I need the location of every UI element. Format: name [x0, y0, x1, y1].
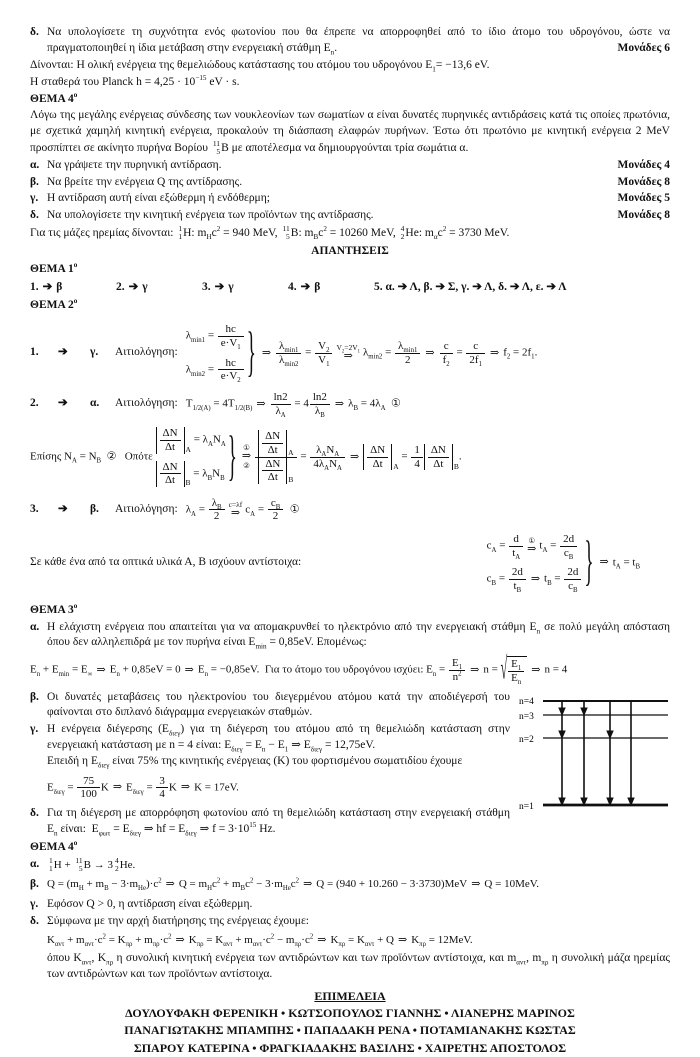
arrow-icon: ➔ — [58, 503, 68, 515]
answer-5 — [374, 280, 670, 296]
thema2-answer-2-continued — [30, 427, 670, 487]
thema2-answer-1 — [30, 323, 670, 383]
points-label: Μονάδες 8 — [617, 175, 670, 188]
answer-1 — [30, 280, 116, 296]
answer-4 — [288, 280, 374, 296]
answer-2 — [116, 280, 202, 296]
credits-title: ΕΠΙΜΕΛΕΙΑ — [314, 988, 386, 1003]
answer-number: 2. — [116, 280, 125, 293]
formula-t4a: 1 1 H + 11 5 B → 3 4 2 He. — [49, 855, 136, 873]
thema1-title: ΘΕΜΑ $1^o$ — [30, 260, 78, 275]
thema4-answer-title: ΘΕΜΑ $4^o$ — [30, 838, 78, 853]
level-label-n3: n=3 — [519, 711, 534, 722]
arrow-icon: ➔ — [58, 346, 68, 359]
item-text: Η ενέργεια διέγερσης $(E_{\delta\iota\varepsilon\gamma})$ για τη διέγερση του ατόμου από τη θεμελιώδη κατάσταση στην ενεργειακή κατάσταση με n = 4 είναι: $E_{\delta\iota\varepsilon\gamma} = E_n - E_1$ ⇒ $E_{\delta\iota\varepsilon\gamma} = 12,75eV$. — [47, 723, 510, 754]
answer-number: 1. — [30, 346, 39, 359]
answer-number: 1. — [30, 280, 39, 293]
question-item-b — [30, 175, 670, 191]
thema3-item-a — [30, 620, 670, 652]
question-item-d — [30, 25, 670, 57]
formula-t3c: $E_{\delta\iota\varepsilon\gamma}$ = $\frac{75}{100}$ K ⇒ $E_{\delta\iota\varepsilon\gamma}$ = $\frac{3}{4}$ K ⇒ K = 17eV. — [47, 774, 239, 801]
transition-arrows-col2 — [581, 701, 587, 805]
transition-arrows-col3 — [607, 701, 613, 805]
question-item-c — [30, 191, 670, 207]
arrow-icon: ➔ — [128, 280, 139, 293]
answer-number: 3. — [30, 503, 39, 515]
thema4-question-title: ΘΕΜΑ $4^o$ — [30, 91, 78, 106]
item-text: Επειδή η $E_{\delta\iota\varepsilon\gamma}$ είναι 75% της κινητικής ενέργειας (K) του φορτισμένου σωματιδίου έχουμε — [47, 754, 463, 770]
thema2-title: ΘΕΜΑ $2^o$ — [30, 296, 78, 311]
credits-line-2: ΠΑΝΑΓΙΩΤΑΚΗΣ ΜΠΑΜΠΗΣ • ΠΑΠΑΔΑΚΗ ΡΕΝΑ • ΠΟΤΑΜΙΑΝΑΚΗΣ ΚΩΣΤΑΣ — [124, 1023, 576, 1038]
answer-3 — [202, 280, 288, 296]
thema4-item-d — [30, 914, 670, 930]
formula-q2-line2: Επίσης $N_A = N_B$ ② Οπότε ΔN Δt A = $\lambda_AN_A$ ΔN Δt B = $\lambda_BN_B$ } ① ⇒ ② ΔN Δt A ΔN Δt B = $\lambda_AN_A$ $4\lambda_AN_A$ ⇒ ΔN Δt A = $\frac{1}{4}$ ΔN Δt B . — [30, 426, 462, 488]
item-label: γ. — [30, 898, 39, 911]
level-label-n2: n=2 — [519, 734, 534, 745]
item-text: Να υπολογίσετε τη συχνότητα ενός φωτονίου που θα έπρεπε να απορροφηθεί από το ίδιο άτομο του υδρογόνου, ώστε να πραγματοποιηθεί η ίδια μετάβαση στην ενεργειακή στάθμη $E_n$. — [47, 26, 670, 57]
answer-number: 2. — [30, 397, 39, 410]
question-item-d2 — [30, 208, 670, 224]
points-label: Μονάδες 5 — [617, 192, 670, 205]
item-text: Σύμφωνα με την αρχή διατήρησης της ενέργειας έχουμε: — [47, 914, 310, 927]
energy-level-diagram — [518, 691, 670, 821]
item-text: Η ελάχιστη ενέργεια που απαιτείται για να απομακρυνθεί το ηλεκτρόνιο από την ενεργειακή στάθμη $E_n$ σε πολύ μεγάλη απόσταση όπου δεν αλληλεπιδρά με τον πυρήνα είναι $E_{min} = 0,85eV$. Επομένως: — [47, 620, 670, 651]
answer-matching: α. ➔ Λ, β. ➔ Σ, γ. ➔ Λ, δ. ➔ Λ, ε. ➔ Λ — [385, 280, 567, 293]
item-text: Για τη διέγερση με απορρόφηση φωτονίου από τη θεμελιώδη κατάσταση στην ενεργειακή στάθμη $E_n$ είναι: $E_{\varphi\omega\tau} = E_{\delta\iota\varepsilon\gamma}$ ⇒ hf = $E_{\delta\iota\varepsilon\gamma}$ ⇒ $f = 3\cdot 10^{15}$ Hz. — [47, 807, 510, 838]
arrow-icon: ➔ — [58, 397, 68, 410]
answer-number: 4. — [288, 280, 297, 293]
points-label: Μονάδες 4 — [617, 158, 670, 171]
thema2-answer-3-continued — [30, 533, 670, 593]
item-label: γ. — [30, 192, 39, 205]
answer-letter: β. — [90, 503, 99, 515]
arrow-icon: ➔ — [214, 280, 225, 293]
item-text: Να γράψετε την πυρηνική αντίδραση. — [47, 158, 222, 171]
credits-line-3: ΣΠΑΡΟΥ ΚΑΤΕΡΙΝΑ • ΦΡΑΓΚΙΑΔΑΚΗΣ ΒΑΣΙΛΗΣ • ΧΑΙΡΕΤΗΣ ΑΠΟΣΤΟΛΟΣ — [133, 1040, 567, 1055]
explanation-label: Αιτιολόγηση: — [115, 346, 178, 359]
credits-line-1: ΔΟΥΛΟΥΦΑΚΗ ΦΕΡΕΝΙΚΗ • ΚΩΤΣΟΠΟΥΛΟΣ ΓΙΑΝΝΗΣ • ΛΙΑΝΕΡΗΣ ΜΑΡΙΝΟΣ — [125, 1006, 575, 1021]
item-text: Εφόσον Q > 0, η αντίδραση είναι εξώθερμη. — [47, 898, 253, 911]
formula-q1: $\lambda_{min1}$ = $\frac{hc}{e\cdot V_1}$ $\lambda_{min2}$ = $\frac{hc}{e\cdot V_2}$ } ⇒ $\lambda_{min1}$ $\lambda_{min2}$ = $\frac{V_2}{V_1}$ $V_2=2V_1$ ⇒ $\lambda_{min2}$ = $\lambda_{min1}$ 2 ⇒ $\frac{c}{f_2}$ = $\frac{c}{2f_1}$ ⇒ $f_2 = 2f_1$. — [185, 322, 538, 385]
answer-letter: γ — [142, 280, 148, 293]
item-label: α. — [30, 620, 40, 633]
thema3-item-c — [30, 722, 510, 805]
formula-q3-line2: $c_A$ = $\frac{d}{t_A}$ ① ⇒ $t_A$ = $\frac{2d}{c_B}$ $c_B$ = $\frac{2d}{t_B}$ ⇒ $t_B$ = $\frac{2d}{c_B}$ } ⇒ $t_A = t_B$ — [486, 532, 640, 595]
thema4-item-b — [30, 877, 670, 893]
thema3-item-d — [30, 806, 510, 838]
thema2-answer-3 — [30, 497, 670, 523]
formula-t4b: $Q = (m_H + m_B - 3\cdot m_{He})\cdot c^2$ ⇒ $Q = m_Hc^2 + m_Bc^2 - 3\cdot m_{He}c^2$ ⇒ Q = (940 + 10.260 − 3·3730)MeV ⇒ Q = 10MeV. — [47, 877, 540, 893]
given-line: Δίνονται: Η ολική ενέργεια της θεμελιώδους κατάστασης του ατόμου του υδρογόνου $E_1= -13,6$ eV. — [30, 58, 490, 74]
transition-arrows-col4 — [628, 701, 634, 805]
explanation-label: Αιτιολόγηση: — [115, 503, 178, 515]
thema2-answer-2 — [30, 391, 670, 417]
item-text: Να βρείτε την ενέργεια Q της αντίδρασης. — [47, 175, 243, 188]
planck-line: Η σταθερά του Planck $h = 4,25 \cdot 10^{-15}$ eV · s. — [30, 73, 240, 88]
answer-letter: α. — [90, 397, 100, 410]
item-label: δ. — [30, 209, 39, 222]
answer-letter: β — [56, 280, 63, 293]
answer-number: 5. — [374, 280, 383, 293]
thema3-title: ΘΕΜΑ $3^o$ — [30, 601, 78, 616]
lead-text: Σε κάθε ένα από τα οπτικά υλικά Α, Β ισχύουν αντίστοιχα: — [30, 555, 302, 568]
answers-title: ΑΠΑΝΤΗΣΕΙΣ — [311, 244, 389, 257]
formula-q2-line1: $T_{1/2(A)} = 4T_{1/2(B)}$ ⇒ $\frac{\ln 2}{\lambda_A}$ = 4 $\frac{\ln 2}{\lambda_B}$ ⇒ $\lambda_B = 4\lambda_A$ ① — [185, 390, 401, 419]
answer-number: 3. — [202, 280, 211, 293]
level-label-n4: n=4 — [519, 696, 534, 707]
answer-letter: γ. — [90, 346, 99, 359]
item-text: Οι δυνατές μεταβάσεις του ηλεκτρονίου του διεγερμένου ατόμου κατά την αποδιέγερσή του φαίνονται στο διπλανό διάγραμμα ενεργειακών σταθμών. — [47, 690, 510, 719]
item-label: δ. — [30, 26, 39, 38]
masses-line: Για τις μάζες ηρεμίας δίνονται: 1 1 H: $m_Hc^2 = 940$ MeV, 11 5 B: $m_Bc^2 = 10260$ MeV, 4 2 He: $m_\alpha c^2 = 3730$ MeV. — [30, 224, 510, 242]
item-label: β. — [30, 175, 39, 188]
explanation-label: Αιτιολόγηση: — [115, 397, 178, 410]
item-label: α. — [30, 158, 40, 171]
item-label: β. — [30, 690, 39, 703]
item-text: Η αντίδραση αυτή είναι εξώθερμη ή ενδόθερμη; — [47, 192, 270, 205]
transition-arrows-col1 — [559, 701, 565, 805]
points-label: Μονάδες 8 — [617, 209, 670, 222]
formula-t3a: $E_n + E_{min} = E_\infty$ ⇒ $E_n + 0,85eV = 0$ ⇒ $E_n = -0,85eV$. Για το άτομο του υδρογόνου ισχύει: $E_n$ = $\frac{E_1}{n^2}$ ⇒ n = √ $\frac{E_1}{E_n}$ ⇒ n = 4 — [30, 650, 568, 687]
thema4-d-note: όπου $K_{\alpha\nu\tau}$, $K_{\pi\rho}$ η συνολική κινητική ενέργεια των αντιδρώντων και των προϊόντων αντίστοιχα, και $m_{\alpha\nu\tau}$, $m_{\pi\rho}$ η συνολική μάζα ηρεμίας των αντιδρώντων και των προϊόντων αντίστοιχα. — [47, 951, 670, 980]
thema4-item-a — [30, 857, 670, 874]
item-label: δ. — [30, 807, 39, 820]
item-label: β. — [30, 878, 39, 891]
answer-letter: γ — [228, 280, 234, 293]
arrow-icon: ➔ — [300, 280, 311, 293]
credits-footer — [30, 988, 670, 1057]
thema3-body-with-diagram — [30, 689, 670, 838]
item-label: γ. — [30, 723, 39, 736]
level-label-n1: n=1 — [519, 801, 534, 812]
item-label: δ. — [30, 914, 39, 927]
formula-t4d: $K_{\alpha\nu\tau} + m_{\alpha\nu\tau}\cdot c^2 = K_{\pi\rho} + m_{\pi\rho}\cdot c^2$ ⇒ $K_{\pi\rho} = K_{\alpha\nu\tau} + m_{\alpha\nu\tau}\cdot c^2 - m_{\pi\rho}\cdot c^2$ ⇒ $K_{\pi\rho} = K_{\alpha\nu\tau} + Q$ ⇒ $K_{\pi\rho} = 12MeV$. — [47, 933, 473, 948]
points-label: Μονάδες 6 — [617, 41, 670, 54]
thema3-item-b — [30, 690, 510, 722]
answer-letter: β — [314, 280, 321, 293]
formula-q3-line1: $\lambda_A$ = $\frac{\lambda_B}{2}$ c=λf ⇒ $c_A$ = $\frac{c_B}{2}$ ① — [185, 496, 300, 523]
item-label: α. — [30, 857, 40, 870]
thema4-item-c — [30, 897, 670, 913]
thema4-intro: Λόγω της μεγάλης ενέργειας σύνδεσης των νουκλεονίων των σωματίων α είναι δυνατές πυρηνικές αντιδράσεις κατά τις οποίες πρωτόνια, με σχετικά χαμηλή κινητική ενέργεια, προκαλούν τη διάσπαση ελαφρών πυρήνων. Έστω ότι πρωτόνιο με κινητική ενέργεια 2 MeV προσπίπτει σε ακίνητο πυρήνα Βορίου 11 5 B με αποτέλεσμα να δημιουργούνται τρία σωμάτια α. — [30, 109, 670, 157]
arrow-icon: ➔ — [42, 280, 53, 293]
item-text: Να υπολογίσετε την κινητική ενέργεια των προϊόντων της αντίδρασης. — [47, 209, 374, 222]
question-item-a — [30, 158, 670, 174]
thema1-answers — [30, 280, 670, 296]
